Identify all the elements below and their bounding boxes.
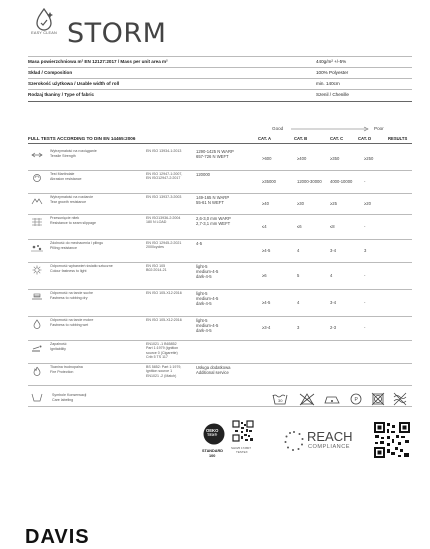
cat-a-value: ≥35000 [262, 178, 276, 184]
cat-b-value: ≥30 [297, 200, 304, 206]
svg-text:30: 30 [278, 398, 283, 403]
test-value: medium-4-5 [196, 296, 219, 301]
test-name-pl: Zapalność [50, 342, 67, 346]
care-symbols [270, 392, 410, 406]
test-name-pl: Wytrzymałość na rozdarcie [50, 195, 94, 199]
test-value: 657-726 N WEFT [196, 154, 229, 159]
reach-dots-icon [283, 430, 305, 452]
oeko-qr-code-icon [232, 420, 254, 442]
cat-a-value: >600 [262, 155, 272, 161]
oeko-line1: OEKO [206, 428, 219, 433]
test-value: dark-4-5 [196, 328, 212, 333]
spec-value: Szenil / Chenille [316, 92, 349, 97]
test-standard: B02:2014-21 [146, 268, 167, 273]
tests-heading: FULL TESTS ACCORDING TO DIN EN 14465:2006 [28, 136, 136, 141]
test-name-pl: Przesunięcie nitek [50, 216, 80, 220]
test-standard: EN ISO 12947-1:2007, [146, 172, 183, 176]
test-name-en: Pilling resistance [50, 245, 77, 250]
no-tumble-dry-icon [372, 393, 384, 405]
test-name-pl: Tkanina trudnopalna [50, 365, 83, 369]
test-value: dark-4-5 [196, 301, 212, 306]
easy-clean-label: EASY CLEAN [31, 31, 57, 35]
test-standard: EN ISO 13934-1:2013 [146, 149, 182, 153]
cat-d-value: ≥20 [364, 200, 371, 206]
product-qr-code-icon [374, 422, 410, 458]
compliance-label: COMPLIANCE [308, 444, 350, 450]
cat-a-value: ≤4 [262, 223, 267, 229]
martindale-icon [30, 173, 44, 183]
cat-b-value: 4 [297, 299, 300, 305]
test-standard: 2000cycles [146, 245, 164, 250]
cat-d-value: - [364, 272, 366, 278]
cat-d-value: - [364, 178, 366, 184]
easy-clean-drop-icon [30, 6, 58, 34]
cat-a-value: ≥3-4 [262, 325, 271, 330]
cat-a-value: ≥6 [262, 272, 267, 278]
divider [28, 340, 412, 341]
test-standard: EN ISO12947-2:2017 [146, 176, 181, 181]
divider [28, 385, 412, 386]
spec-label: Szerokość użytkowa / Usable width of roll [28, 81, 120, 86]
test-name-pl: Odporność na tarcie suche [50, 291, 93, 295]
divider [28, 262, 412, 263]
care-label-pl: Symbole Konserwacji [52, 393, 87, 397]
cat-c-value: 4000-10000 [330, 178, 353, 184]
light-icon [30, 265, 44, 275]
col-cat-d: CAT. D [358, 136, 372, 141]
iron-icon [325, 397, 339, 403]
brand-logo: DAVIS [25, 526, 90, 548]
care-icon [30, 392, 44, 402]
test-name-en: Resistance to seam slippage [50, 220, 96, 225]
test-name-en: Tensile Strength [50, 153, 76, 158]
spec-row-mass [28, 57, 412, 67]
test-value: 55-61 N WEFT [196, 200, 224, 205]
test-standard: EN ISO 105-X12:2016 [146, 318, 182, 322]
test-standard: ignition source 1 [146, 369, 173, 374]
test-value: 2,7-3,1 mm WEFT [196, 221, 231, 226]
oeko-testex: TESTEX [236, 450, 248, 454]
spec-label: Rodzaj tkaniny / Type of fabric [28, 92, 95, 97]
test-standard: EN ISO13936-2:2004 [146, 216, 181, 220]
col-cat-a: CAT. A [258, 136, 272, 141]
test-standard: source 0 (Cigarette) [146, 350, 178, 355]
cat-d-value: - [364, 325, 366, 330]
cat-d-value: ≥250 [364, 155, 374, 161]
test-value: 120000 [196, 172, 210, 177]
dry-rub-icon [30, 292, 44, 302]
scale-good-label: Good [272, 126, 284, 131]
test-standard: BS 5852: Part 1:1979, [146, 365, 182, 369]
spec-row-width [28, 79, 412, 89]
tear-icon [30, 196, 44, 206]
test-value: medium-4-5 [196, 269, 219, 274]
cat-b-value: 3 [297, 325, 300, 330]
cat-b-value: 4 [297, 247, 300, 253]
col-results: RESULTS [388, 136, 408, 141]
spec-row-fabric-type [28, 90, 412, 100]
test-standard: Crib 5 TS 117 [146, 354, 168, 359]
cat-b-value: ≤6 [297, 223, 302, 229]
cat-c-value: 3-4 [330, 299, 337, 305]
no-wring-icon [394, 393, 406, 405]
cat-c-value: ≤8 [330, 223, 335, 229]
seam-icon [30, 217, 44, 227]
divider [28, 170, 412, 171]
test-standard: 180 N LOAD [146, 220, 167, 225]
tensile-icon [30, 150, 44, 160]
cat-b-value: 12000-30000 [297, 178, 322, 184]
cat-b-value: 5 [297, 272, 300, 278]
cat-a-value: ≥40 [262, 200, 269, 206]
test-value: 149-165 N WARP [196, 195, 230, 200]
divider [28, 143, 412, 144]
spec-label: Skład / Composition [28, 70, 73, 75]
spec-label: Masa powierzchniowa m² EN 12127:2017 / Mass per unit area m² [28, 59, 168, 64]
test-value: 1290-1425 N WARP [196, 149, 234, 154]
divider [28, 289, 412, 290]
test-value: light-5 [196, 318, 208, 323]
test-value: light-5 [196, 291, 208, 296]
oeko-number: 100 [209, 454, 216, 458]
wet-rub-icon [30, 319, 44, 329]
divider [28, 363, 412, 364]
test-value: 4-5 [196, 241, 203, 246]
cat-c-value: 2-3 [330, 325, 337, 330]
svg-text:P: P [354, 397, 358, 403]
care-label-en: Care labeling [52, 398, 74, 402]
no-bleach-icon [300, 394, 314, 405]
fire-icon [30, 366, 44, 376]
test-name-pl: Odporność na tarcie mokre [50, 318, 94, 322]
oeko-line2: TEX® [207, 433, 218, 437]
col-cat-b: CAT. B [294, 136, 308, 141]
pilling-icon [30, 242, 44, 252]
test-name-en: Fastness to rubbing wet [50, 322, 89, 327]
test-name-en: Fire Protection [50, 369, 74, 374]
col-cat-c: CAT. C [330, 136, 344, 141]
cat-a-value: ≥4-5 [262, 247, 271, 253]
test-name-en: Fastness to rubbing dry [50, 295, 88, 300]
scale-arrow-icon [290, 126, 370, 132]
test-standard: EN ISO 13937-3:2003 [146, 195, 182, 199]
test-value: Additional service [196, 370, 229, 375]
test-name-pl: Test Martindale [50, 172, 75, 176]
spec-value: min. 140cm [316, 81, 340, 86]
oeko-cert-number: SH025 172807 [231, 446, 252, 450]
test-name-pl: Wytrzymałość na rozciąganie [50, 149, 97, 153]
test-value: medium-4-5 [196, 323, 219, 328]
oeko-standard: STANDARD [202, 449, 224, 453]
test-standard: EN ISO 12945-2:2021 [146, 241, 182, 245]
cat-a-value: ≥4-5 [262, 299, 271, 305]
cat-c-value: 4 [330, 272, 333, 278]
test-name-pl: Zdolność do mechacenia i pilingu [50, 241, 104, 245]
divider [28, 193, 412, 194]
product-title: STORM [67, 18, 167, 49]
test-value: Usługa dodatkowa [196, 365, 231, 370]
test-value: dark-4-5 [196, 274, 212, 279]
divider [28, 316, 412, 317]
test-standard: EN1021 -2 (Match) [146, 373, 177, 378]
reach-label: REACH [307, 429, 353, 444]
divider [28, 214, 412, 215]
scale-poor-label: Poor [374, 126, 384, 131]
divider [28, 406, 412, 407]
cat-d-value: - [364, 223, 366, 229]
test-standard: EN ISO 105-X12:2016 [146, 291, 182, 295]
test-standard: EN1021 -1 B65852 [146, 342, 177, 346]
spec-row-composition [28, 68, 412, 78]
test-value: light-5 [196, 264, 208, 269]
ignition-icon [30, 343, 44, 353]
test-name-pl: Odporność wybarwień światło sztuczne [50, 264, 113, 268]
spec-value: 100% Polyester [316, 70, 349, 75]
test-name-en: Tear growth resistance [50, 199, 87, 204]
test-standard: EN ISO 105 [146, 264, 166, 268]
test-name-en: Ignitability [50, 346, 66, 351]
test-name-en: Abrasion resistance [50, 176, 82, 181]
cat-c-value: ≥350 [330, 155, 340, 161]
spec-value: 440g/m² +/-5% [316, 59, 347, 64]
divider [28, 239, 412, 240]
cat-d-value: - [364, 299, 366, 305]
test-value: 2,6-3,0 mm WARP [196, 216, 231, 221]
cat-c-value: ≥25 [330, 200, 337, 206]
test-standard: Part 1:1979 (ignition [146, 346, 179, 351]
cat-b-value: ≥400 [297, 155, 307, 161]
test-name-en: Colour fastness to light [50, 268, 87, 273]
divider [28, 101, 412, 102]
cat-c-value: 3-4 [330, 247, 337, 253]
cat-d-value: 3 [364, 247, 367, 253]
